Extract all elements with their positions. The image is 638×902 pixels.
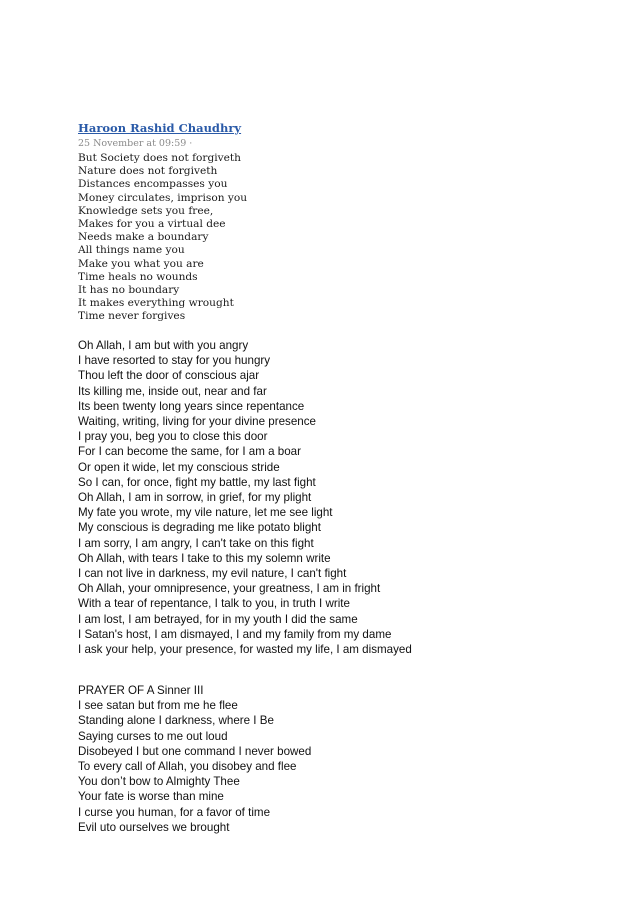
poem-line: I pray you, beg you to close this door	[78, 430, 268, 444]
poem-line: Its killing me, inside out, near and far	[78, 384, 267, 398]
poem-line: Your fate is worse than mine	[78, 790, 224, 804]
poem-line: So I can, for once, fight my battle, my last fight	[78, 475, 316, 489]
poem-line: Oh Allah, I am but with you angry	[78, 339, 249, 352]
poem-line: I Satan's host, I am dismayed, I and my family from my dame	[78, 627, 392, 641]
stanza-line: Makes for you a virtual dee	[78, 218, 226, 231]
poem-line: Oh Allah, your omnipresence, your greatness, I am in fright	[78, 582, 381, 596]
poem-line: My conscious is degrading me like potato blight	[78, 521, 321, 535]
stanza-line: Distances encompasses you	[78, 178, 228, 191]
poem-line: My fate you wrote, my vile nature, let me see light	[78, 506, 333, 520]
poem-line: With a tear of repentance, I talk to you, in truth I write	[78, 597, 350, 611]
serif-stanza	[78, 152, 247, 324]
poem-line: Or open it wide, let my conscious stride	[78, 460, 280, 474]
poem-line: Oh Allah, I am in sorrow, in grief, for my plight	[78, 491, 312, 505]
poem-line: I can not live in darkness, my evil nature, I can't fight	[78, 567, 347, 581]
stanza-line: It makes everything wrought	[78, 297, 234, 310]
stanza-line: Nature does not forgiveth	[78, 165, 218, 178]
stanza-line: Make you what you are	[78, 257, 204, 270]
poem-line: I curse you human, for a favor of time	[78, 805, 271, 819]
post-timestamp: 25 November at 09:59 ·	[78, 138, 193, 149]
poem-line: I ask your help, your presence, for wasted my life, I am dismayed	[78, 643, 412, 657]
poem-line: Saying curses to me out loud	[78, 729, 228, 743]
stanza-line: It has no boundary	[78, 284, 180, 297]
poem-line: Its been twenty long years since repentance	[78, 399, 305, 413]
poem-line: I have resorted to stay for you hungry	[78, 354, 271, 368]
author-name-link[interactable]: Haroon Rashid Chaudhry	[78, 121, 242, 135]
poem-line: I am sorry, I am angry, I can't take on this fight	[78, 536, 314, 550]
stanza-line: All things name you	[78, 244, 185, 257]
poem-line: You don’t bow to Almighty Thee	[78, 775, 240, 789]
stanza-line: Knowledge sets you free,	[78, 204, 214, 217]
poem-title: PRAYER OF A Sinner III	[78, 684, 204, 697]
poem-line: I am lost, I am betrayed, for in my youth I did the same	[78, 612, 358, 626]
stanza-line: But Society does not forgiveth	[78, 152, 241, 164]
poem-line: I see satan but from me he flee	[78, 699, 238, 713]
poem-line: Evil uto ourselves we brought	[78, 820, 230, 834]
poem-line: Standing alone I darkness, where I Be	[78, 714, 274, 728]
poem-line: Disobeyed I but one command I never bowed	[78, 744, 312, 758]
poem-two	[78, 683, 311, 835]
poem-line: To every call of Allah, you disobey and flee	[78, 760, 297, 774]
stanza-line: Needs make a boundary	[78, 231, 209, 244]
poem-one	[78, 338, 412, 657]
stanza-line: Time heals no wounds	[78, 270, 198, 283]
stanza-line: Money circulates, imprison you	[78, 191, 248, 204]
poem-line: Thou left the door of conscious ajar	[78, 369, 260, 383]
stanza-line: Time never forgives	[78, 310, 186, 323]
poem-line: For I can become the same, for I am a boar	[78, 445, 301, 459]
poem-line: Waiting, writing, living for your divine presence	[78, 415, 316, 429]
poem-line: Oh Allah, with tears I take to this my solemn write	[78, 551, 331, 565]
